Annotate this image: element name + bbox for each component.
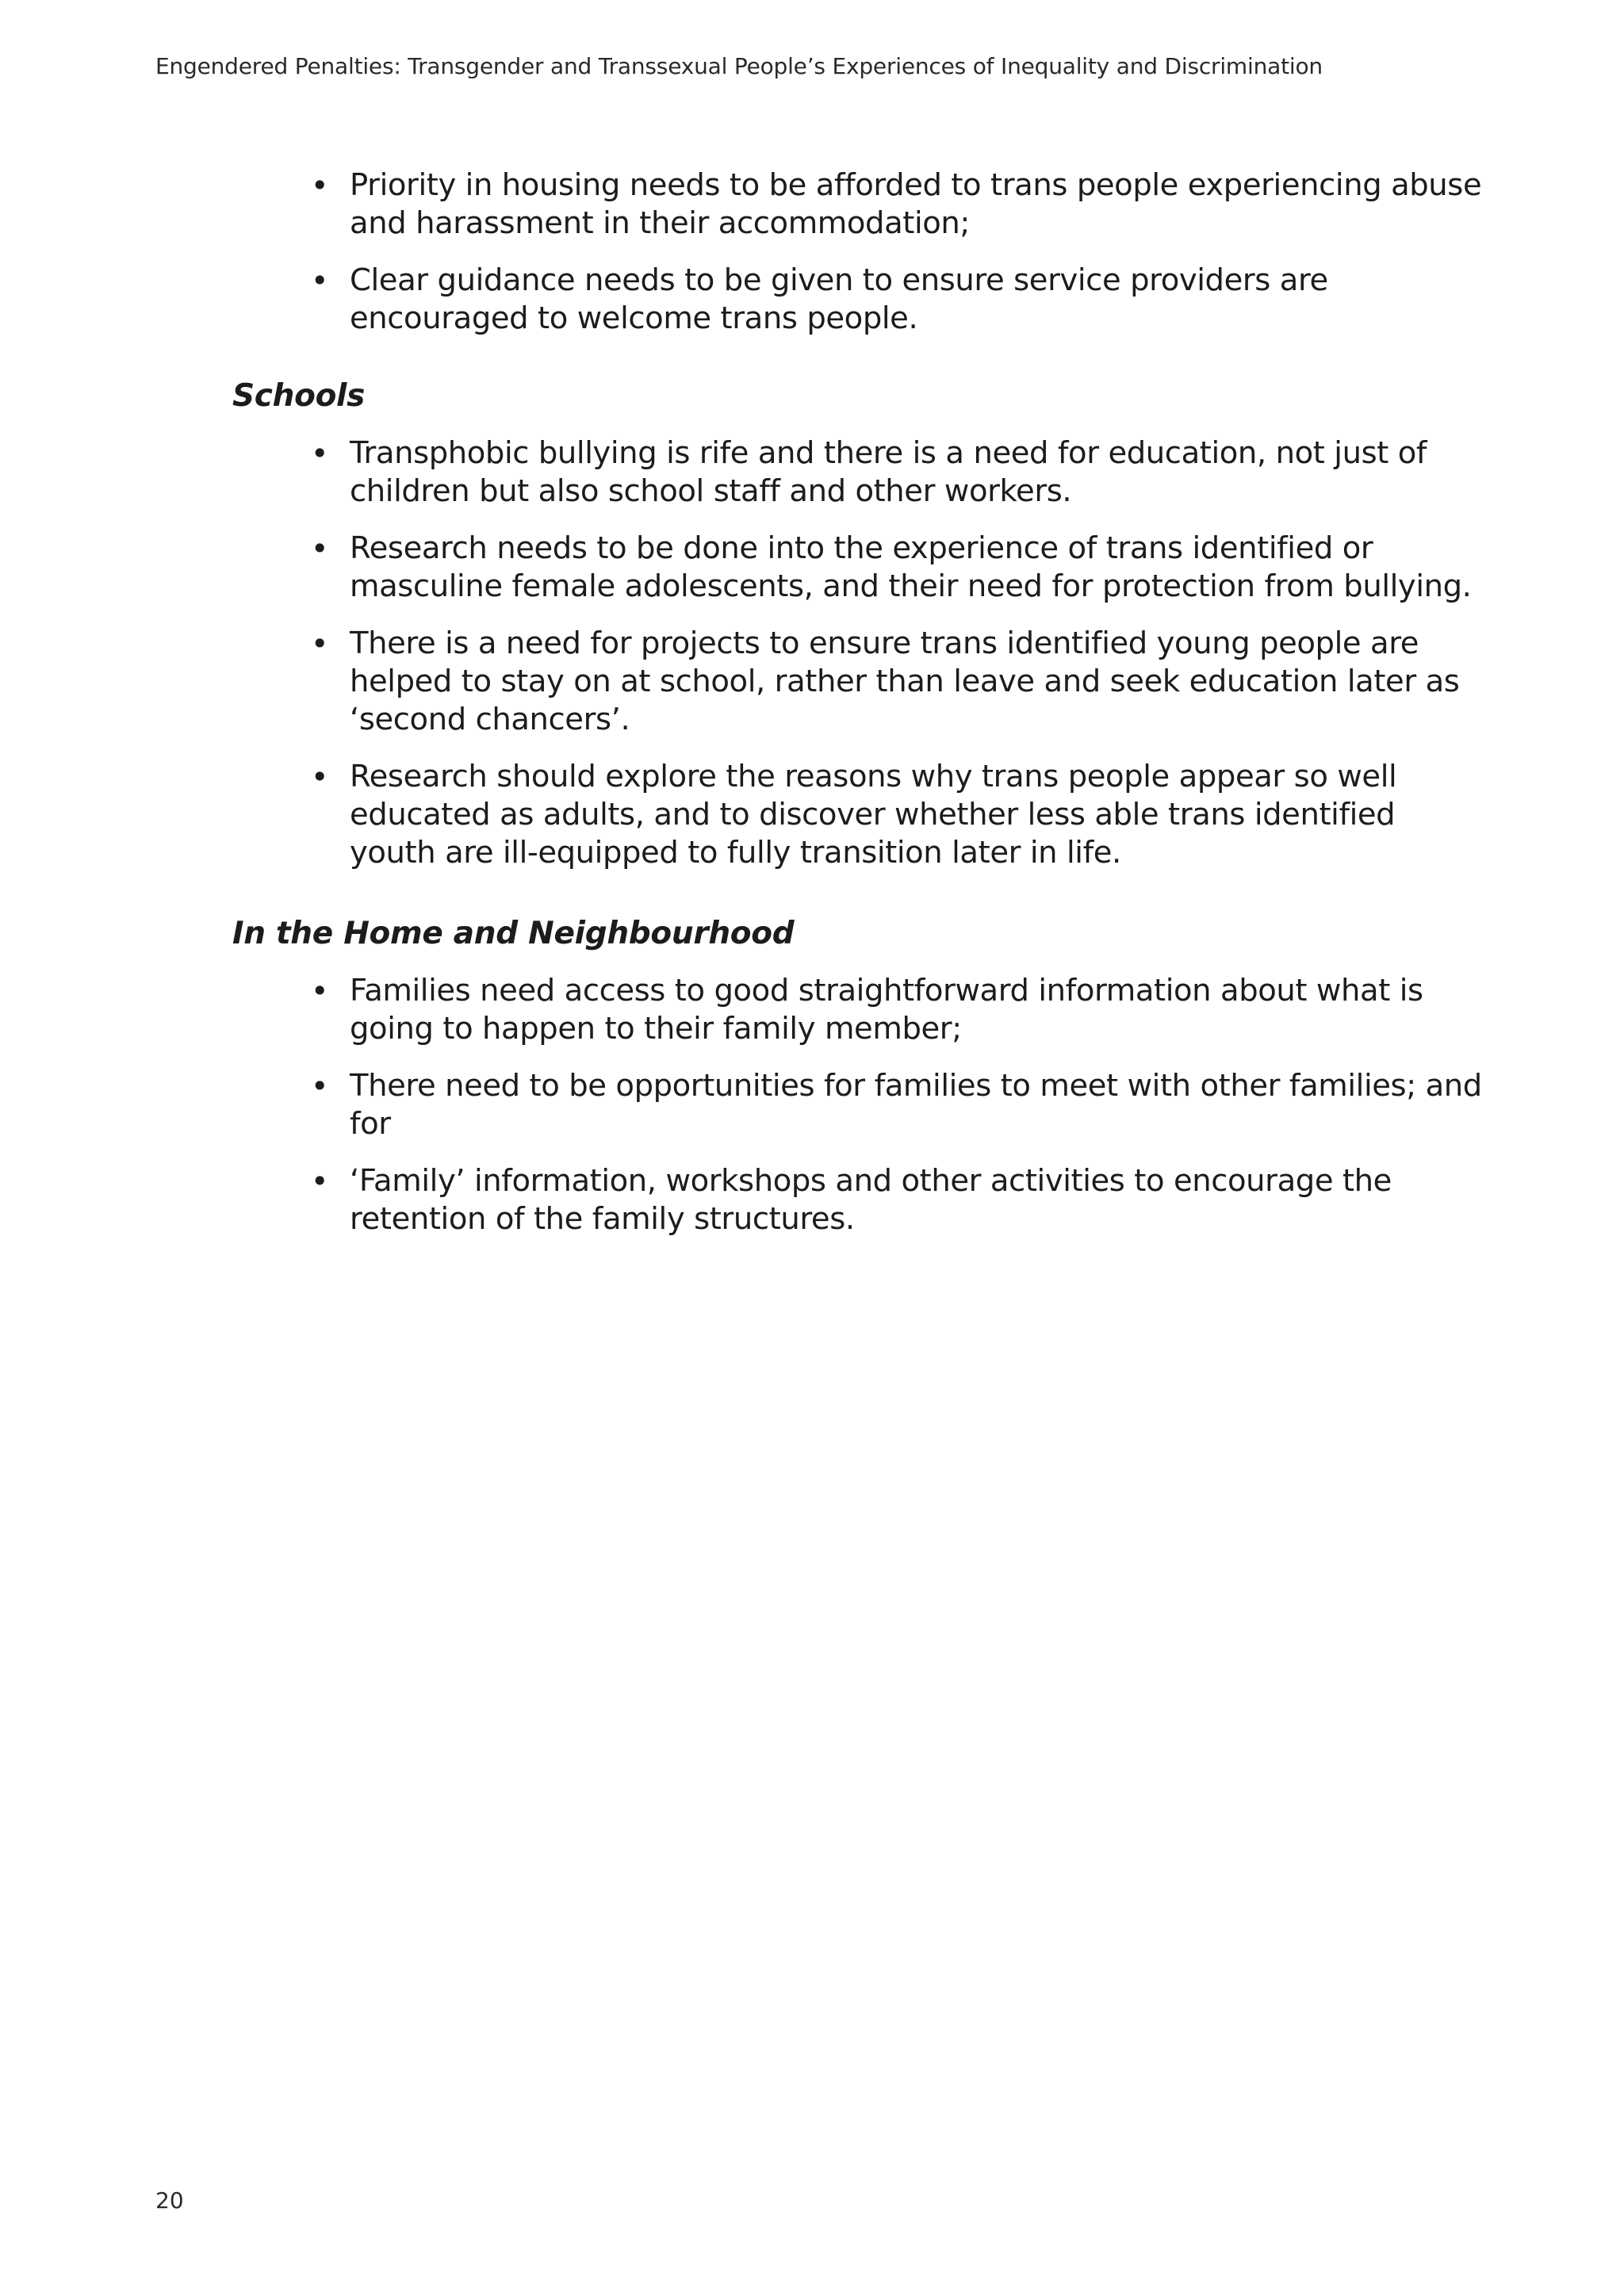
list-item-text: There is a need for projects to ensure trans identified young people are helped to stay on at school, rather than leave and seek education later as ‘second chancers’. [350,626,1460,737]
bullet-icon: • [311,436,329,471]
list-item-text: Transphobic bullying is rife and there is a need for education, not just of children but also school staff and other workers. [350,435,1427,509]
list-item [0,758,1484,872]
section-heading-schools: Schools [232,378,366,414]
list-item-text: Families need access to good straightforward information about what is going to happen to their family member; [350,973,1423,1047]
list-item [0,972,1484,1048]
list-item [0,1162,1484,1238]
page-number: 20 [155,2187,184,2214]
list-item-text: There need to be opportunities for families to meet with other families; and for [350,1068,1482,1142]
home-list [0,972,1484,1238]
schools-list-block [0,434,1484,891]
list-item [0,166,1484,243]
list-item [0,530,1484,606]
bullet-icon: • [311,1164,329,1199]
list-item-text: Research should explore the reasons why trans people appear so well educated as adults, and to discover whether less able trans identified youth are ill-equipped to fully transition later in life. [350,759,1397,871]
running-header: Engendered Penalties: Transgender and Transsexual People’s Experiences of Inequality and Discrimination [155,53,1323,79]
section-heading-home: In the Home and Neighbourhood [232,916,795,951]
list-item-text: Research needs to be done into the experience of trans identified or masculine female adolescents, and their need for protection from bullying. [350,530,1472,604]
bullet-icon: • [311,1069,329,1104]
bullet-icon: • [311,626,329,661]
list-item [0,262,1484,338]
schools-list [0,434,1484,872]
list-item-text: ‘Family’ information, workshops and other activities to encourage the retention of the family structures. [350,1163,1392,1237]
list-item [0,434,1484,511]
list-item-text: Clear guidance needs to be given to ensure service providers are encouraged to welcome trans people. [350,262,1328,336]
list-item [0,1067,1484,1143]
list-item-text: Priority in housing needs to be afforded to trans people experiencing abuse and harassment in their accommodation; [350,167,1482,241]
bullet-icon: • [311,760,329,794]
housing-list [0,166,1484,338]
bullet-icon: • [311,263,329,298]
bullet-icon: • [311,974,329,1008]
bullet-icon: • [311,531,329,566]
housing-list-block [0,166,1484,357]
list-item [0,625,1484,739]
bullet-icon: • [311,168,329,203]
home-list-block [0,972,1484,1257]
